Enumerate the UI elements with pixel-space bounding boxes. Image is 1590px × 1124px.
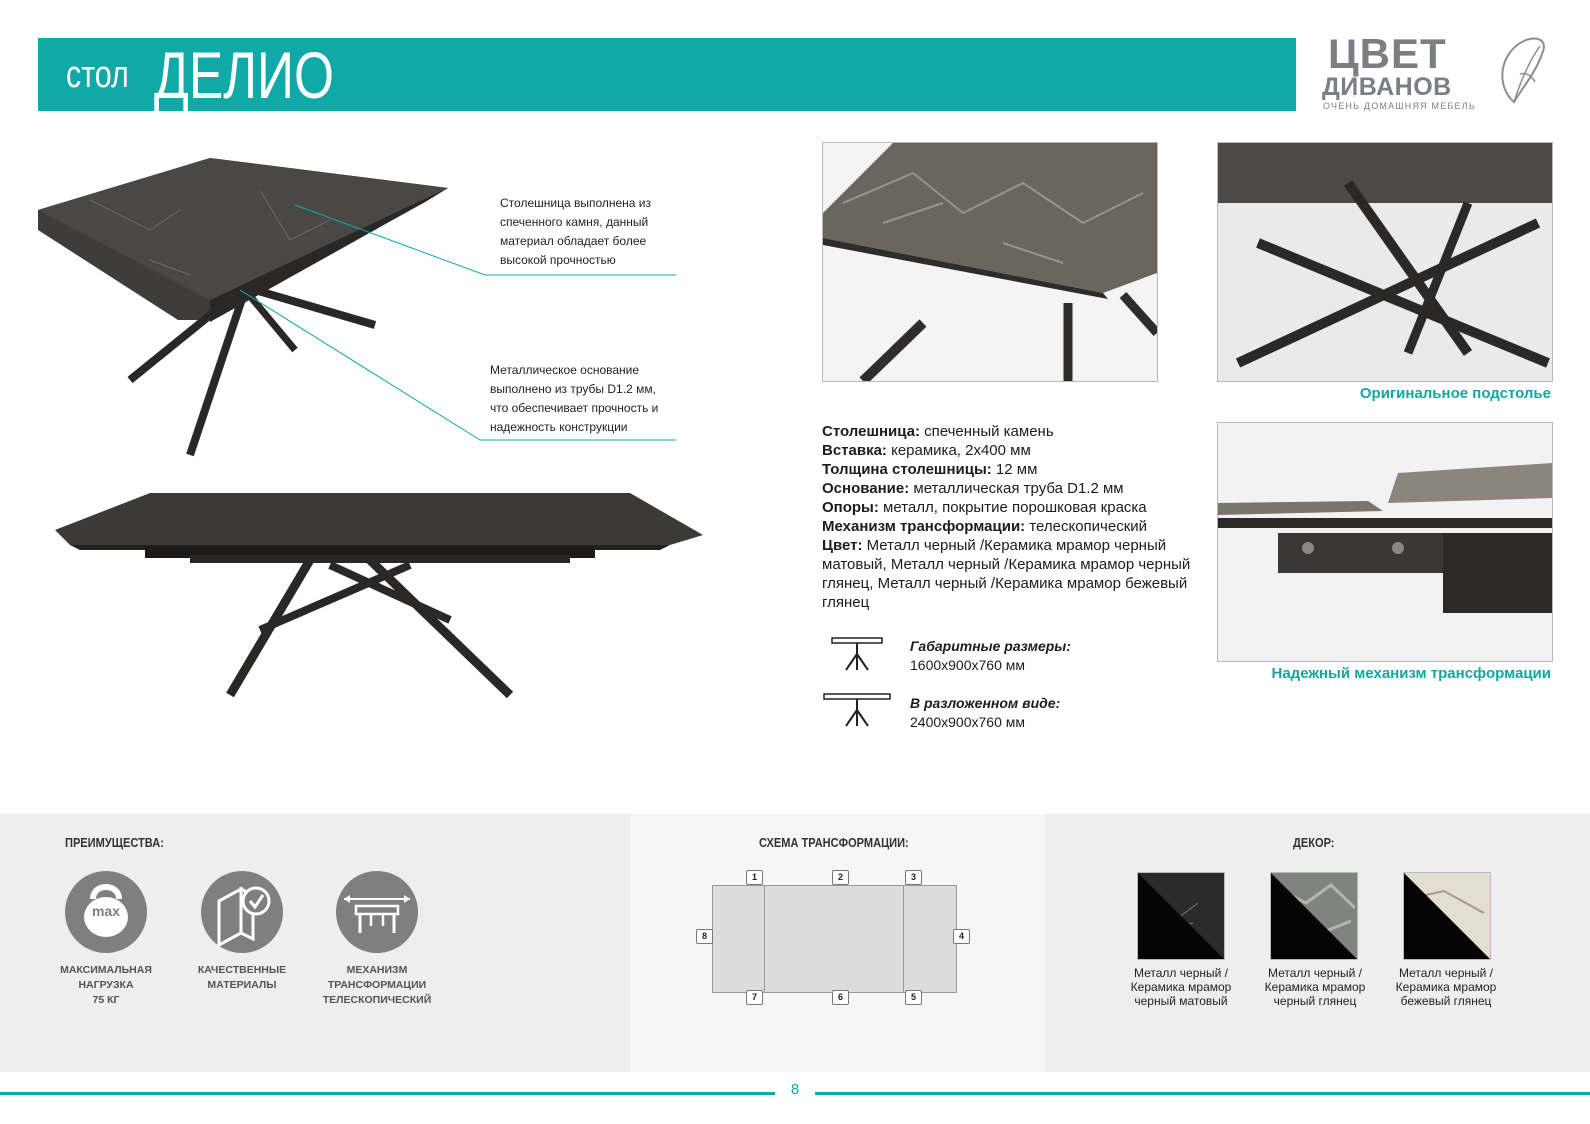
spec-label: Опоры: [822,499,879,516]
spec-label: Столешница: [822,423,920,440]
scheme-marker: 8 [696,929,713,944]
quality-materials-icon [201,871,283,953]
spec-value: спеченный камень [919,423,1054,440]
spec-label: Цвет: [822,537,863,554]
extending-table-icon [336,871,418,953]
advantage-label-line: КАЧЕСТВЕННЫЕ [197,964,287,976]
mechanism-illustration [1218,423,1552,661]
scheme-marker: 2 [832,870,849,885]
photo-mechanism [1217,422,1553,662]
decor-swatch [1270,872,1358,960]
decor-swatch-shape [1271,873,1357,959]
header-product-name: ДЕЛИО [154,38,335,112]
callout-tabletop-line: Столешница выполнена из [500,196,652,210]
advantage-label-line: МАТЕРИАЛЫ [207,979,277,991]
logo-line-2: ДИВАНОВ [1322,73,1452,101]
scheme-marker: 5 [905,990,922,1005]
advantage-label [41,963,171,1008]
logo-line-1: ЦВЕТ [1328,30,1447,77]
spec-label: Основание: [822,480,910,497]
decor-label-line: Металл черный / [1133,966,1228,980]
overall-dimensions-value: 1600х900х760 мм [910,657,1026,673]
expanded-dimensions-title: В разложенном виде: [910,695,1061,711]
overall-dimensions-title: Габаритные размеры: [910,638,1071,654]
advantage-label-line: ТРАНСФОРМАЦИИ [327,979,427,991]
page-number: 8 [790,1081,800,1098]
spec-row [822,498,1222,517]
scheme-title: СХЕМА ТРАНСФОРМАЦИИ: [759,835,909,850]
callout-base-text [490,361,658,437]
mechanism-label: Надежный механизм трансформации [1271,665,1551,682]
scheme-divider [764,885,765,993]
extending-table-shape [336,871,418,953]
specifications [822,422,1222,612]
advantage-label-line: 75 КГ [92,994,120,1006]
callout-tabletop-line: материал обладает более [500,234,647,248]
callout-base-line: выполнено из трубы D1.2 мм, [490,382,656,396]
decor-swatch-shape [1138,873,1224,959]
spec-label: Вставка: [822,442,887,459]
scheme-marker: 4 [953,929,970,944]
footer-rule-right [815,1092,1590,1095]
decor-label-line: Металл черный / [1267,966,1362,980]
spec-value: металл, покрытие порошковая краска [878,499,1147,516]
understructure-illustration [1218,143,1552,381]
callout-tabletop-line: высокой прочностью [500,253,616,267]
decor-label [1250,966,1380,1008]
decor-label [1381,966,1511,1008]
decor-title: ДЕКОР: [1293,835,1335,850]
spec-row [822,536,1222,612]
scheme-marker: 3 [905,870,922,885]
photo-tabletop-closeup [822,142,1158,382]
decor-swatch [1403,872,1491,960]
spec-row [822,422,1222,441]
decor-swatch-shape [1404,873,1490,959]
scheme-marker: 1 [746,870,763,885]
decor-label-line: черный глянец [1273,994,1357,1008]
understructure-label: Оригинальное подстолье [1359,385,1551,402]
decor-label-line: Керамика мрамор [1395,980,1497,994]
table-small-icon [830,636,890,672]
spec-value: керамика, 2х400 мм [886,442,1031,459]
spec-value: Металл черный /Керамика мрамор черный матовый, Металл черный /Керамика мрамор черный глянец, Металл черный /Керамика мрамор бежевый глянец [822,537,1191,611]
decor-label-line: Керамика мрамор [1130,980,1232,994]
callout-base-line: Металлическое основание [490,363,640,377]
spec-value: 12 мм [991,461,1038,478]
decor-swatch [1137,872,1225,960]
advantage-label [177,963,307,993]
decor-label-line: черный матовый [1134,994,1228,1008]
advantage-label-line: ТЕЛЕСКОПИЧЕСКИЙ [322,994,432,1006]
table-expanded-icon [822,692,897,728]
table-side-view [55,493,703,695]
max-badge: max [91,903,121,919]
photo-understructure [1217,142,1553,382]
scheme-table-outline [712,885,957,993]
spec-label: Механизм трансформации: [822,518,1026,535]
spec-row [822,517,1222,536]
footer-rule-left [0,1092,775,1095]
advantage-label-line: НАГРУЗКА [78,979,134,991]
quality-materials-shape [201,871,283,953]
logo-tagline: ОЧЕНЬ ДОМАШНЯЯ МЕБЕЛЬ [1323,101,1476,111]
tabletop-closeup-illustration [823,143,1157,381]
callout-tabletop-text [500,194,651,270]
spec-row [822,460,1222,479]
scheme-marker: 7 [746,990,763,1005]
expanded-dimensions-value: 2400х900х760 мм [910,714,1026,730]
callout-base-line: что обеспечивает прочность и [490,401,659,415]
advantage-label-line: МЕХАНИЗМ [346,964,408,976]
spec-row [822,479,1222,498]
scheme-marker: 6 [832,990,849,1005]
scheme-divider [903,885,904,993]
callout-tabletop-line: спеченного камня, данный [500,215,649,229]
kettlebell-icon [65,871,147,953]
advantages-title: ПРЕИМУЩЕСТВА: [65,835,164,850]
callout-base-line: надежность конструкции [490,420,628,434]
decor-label [1116,966,1246,1008]
spec-value: металлическая труба D1.2 мм [909,480,1124,497]
header-product-type: стол [66,54,129,96]
decor-label-line: Керамика мрамор [1264,980,1366,994]
spec-value: телескопический [1025,518,1148,535]
advantage-label [312,963,442,1008]
table-angle-view [38,158,448,455]
decor-label-line: бежевый глянец [1400,994,1492,1008]
advantage-label-line: МАКСИМАЛЬНАЯ [60,964,152,976]
spec-label: Толщина столешницы: [822,461,992,478]
decor-label-line: Металл черный / [1398,966,1493,980]
spec-row [822,441,1222,460]
